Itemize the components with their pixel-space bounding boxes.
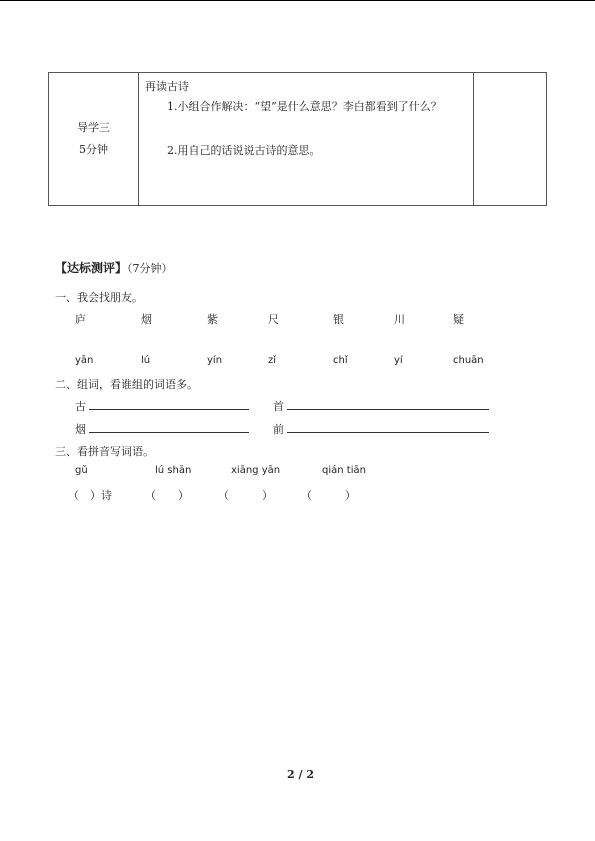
notes-cell (473, 73, 546, 206)
stage-cell (49, 73, 139, 206)
word-char: 古 (75, 400, 86, 413)
pinyin-word: gǔ (75, 465, 88, 476)
answer-line[interactable] (89, 409, 249, 410)
assessment-time-note: （7分钟） (127, 262, 173, 275)
char-item: 川 (394, 313, 405, 326)
pinyin-item: zǐ (268, 355, 277, 366)
char-item: 庐 (75, 313, 86, 326)
word-char: 前 (273, 423, 284, 436)
section3-heading: 三、看拼音写词语。 (55, 445, 154, 458)
char-item: 银 (333, 313, 344, 326)
pinyin-item: yín (207, 355, 223, 366)
content-cell (139, 73, 474, 206)
pinyin-word: xiāng yān (231, 465, 281, 476)
stage-name: 导学三 (77, 121, 111, 134)
answer-blank[interactable]: （ ） (301, 489, 356, 502)
assessment-heading (55, 259, 173, 276)
answer-blank[interactable]: （ ）诗 (68, 489, 112, 502)
lesson-plan-table (48, 72, 547, 206)
pinyin-word: lú shān (155, 465, 192, 476)
answer-line[interactable] (287, 409, 489, 410)
pinyin-item: chǐ (333, 355, 348, 366)
answer-line[interactable] (89, 432, 249, 433)
char-item: 烟 (141, 313, 152, 326)
pinyin-item: chuān (453, 355, 484, 366)
section2-heading: 二、组词，看谁组的词语多。 (55, 378, 198, 391)
assessment-title: 【达标测评】 (55, 261, 128, 275)
word-char: 烟 (75, 423, 86, 436)
content-item-2: 2.用自己的话说说古诗的意思。 (167, 144, 321, 157)
answer-line[interactable] (287, 432, 489, 433)
page-number: 2 / 2 (287, 768, 314, 781)
pinyin-word: qián tiān (322, 465, 366, 476)
pinyin-item: yí (394, 355, 403, 366)
word-char: 首 (273, 400, 284, 413)
content-title: 再读古诗 (145, 80, 190, 93)
char-item: 疑 (453, 313, 464, 326)
answer-blank[interactable]: （ ） (145, 489, 189, 502)
answer-blank[interactable]: （ ） (218, 489, 273, 502)
top-border-line (0, 0, 595, 1)
content-item-1: 1.小组合作解决：“望”是什么意思？李白都看到了什么？ (167, 100, 442, 113)
char-item: 紫 (207, 313, 218, 326)
section1-heading: 一、我会找朋友。 (55, 291, 143, 304)
stage-time: 5分钟 (79, 143, 109, 156)
char-item: 尺 (268, 313, 279, 326)
pinyin-item: yān (75, 355, 94, 366)
pinyin-item: lú (141, 355, 151, 366)
